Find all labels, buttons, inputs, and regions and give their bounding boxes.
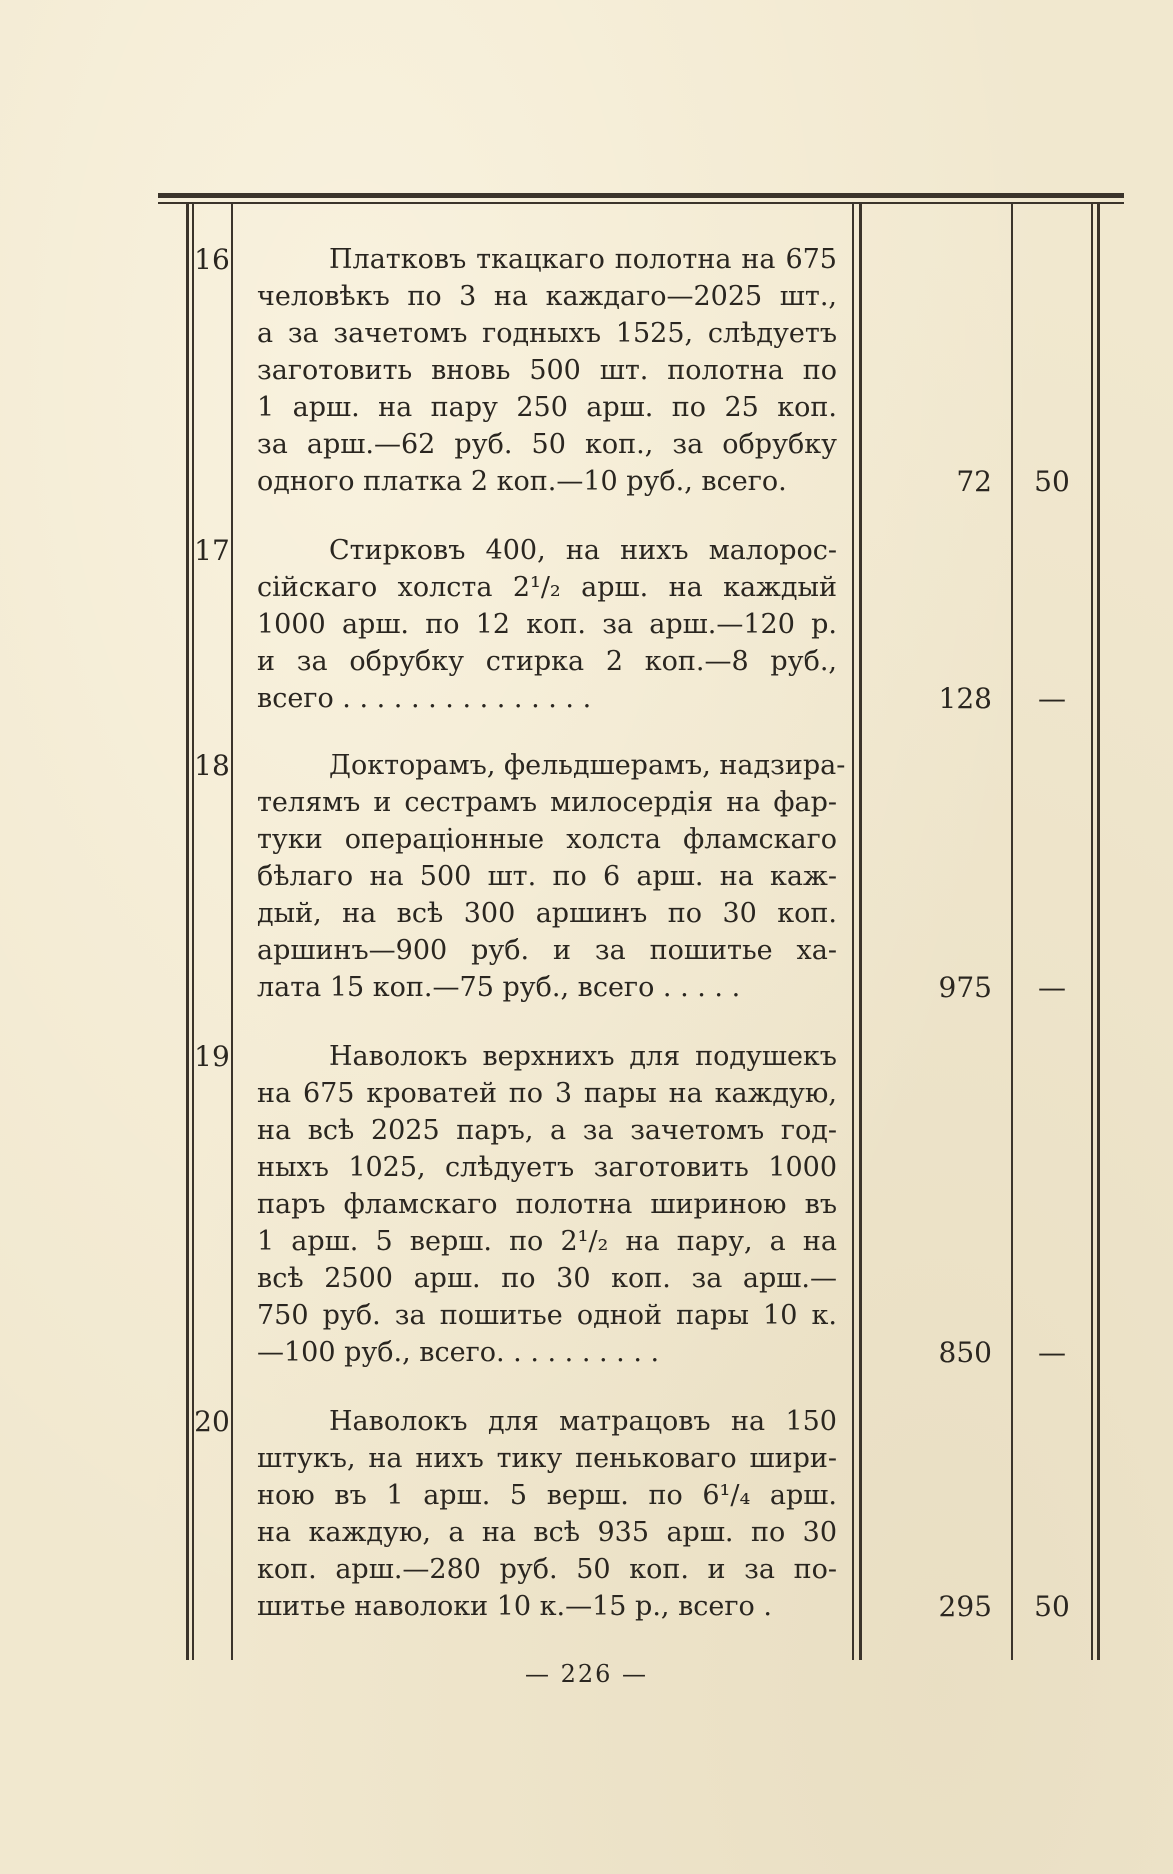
description-line: 1 арш. на пару 250 арш. по 25 коп. xyxy=(257,392,837,423)
column-rule xyxy=(231,204,233,1660)
description-line: телямъ и сестрамъ милосердія на фар- xyxy=(257,787,837,818)
description-line: на 675 кроватей по 3 пары на каждую, xyxy=(257,1078,837,1109)
amount-kopecks: — xyxy=(1038,1336,1066,1369)
description-line: бѣлаго на 500 шт. по 6 арш. на каж- xyxy=(257,861,837,892)
description-line: Наволокъ для матрацовъ на 150 xyxy=(329,1406,837,1437)
description-line: заготовить вновь 500 шт. полотна по xyxy=(257,355,837,386)
description-line: Платковъ ткацкаго полотна на 675 xyxy=(329,244,837,275)
item-number: 20 xyxy=(194,1405,230,1438)
description-line: туки операціонные холста фламскаго xyxy=(257,824,837,855)
column-rule xyxy=(852,204,854,1660)
description-line: паръ фламскаго полотна шириною въ xyxy=(257,1189,837,1220)
item-number: 18 xyxy=(194,749,230,782)
amount-rubles: 975 xyxy=(938,971,992,1004)
description-line: всего . . . . . . . . . . . . . . . xyxy=(257,683,592,714)
description-line: ною въ 1 арш. 5 верш. по 6¹/₄ арш. xyxy=(257,1480,837,1511)
description-line: лата 15 коп.—75 руб., всего . . . . . xyxy=(257,972,741,1003)
description-line: 1 арш. 5 верш. по 2¹/₂ на пару, а на xyxy=(257,1226,837,1257)
description-line: человѣкъ по 3 на каждаго—2025 шт., xyxy=(257,281,837,312)
table-top-rule-thin xyxy=(158,202,1124,204)
description-line: а за зачетомъ годныхъ 1525, слѣдуетъ xyxy=(257,318,837,349)
description-line: шитье наволоки 10 к.—15 р., всего . xyxy=(257,1591,772,1622)
description-line: 1000 арш. по 12 коп. за арш.—120 р. xyxy=(257,609,837,640)
description-line: на каждую, а на всѣ 935 арш. по 30 xyxy=(257,1517,837,1548)
description-line: Докторамъ, фельдшерамъ, надзира- xyxy=(329,750,846,781)
column-rule xyxy=(1091,204,1093,1660)
description-line: 750 руб. за пошитье одной пары 10 к. xyxy=(257,1300,837,1331)
column-rule xyxy=(1011,204,1013,1660)
description-line: ныхъ 1025, слѣдуетъ заготовить 1000 xyxy=(257,1152,837,1183)
description-line: Стирковъ 400, на нихъ малорос- xyxy=(329,535,837,566)
amount-rubles: 128 xyxy=(938,682,992,715)
amount-rubles: 850 xyxy=(938,1336,992,1369)
amount-kopecks: — xyxy=(1038,682,1066,715)
table-top-rule xyxy=(158,193,1124,198)
description-line: дый, на всѣ 300 аршинъ по 30 коп. xyxy=(257,898,837,929)
item-description xyxy=(257,1038,837,1371)
description-line: Наволокъ верхнихъ для подушекъ xyxy=(329,1041,837,1072)
description-line: всѣ 2500 арш. по 30 коп. за арш.— xyxy=(257,1263,837,1294)
column-rule xyxy=(192,204,194,1660)
description-line: штукъ, на нихъ тику пеньковаго шири- xyxy=(257,1443,837,1474)
description-line: за арш.—62 руб. 50 коп., за обрубку xyxy=(257,429,837,460)
description-line: коп. арш.—280 руб. 50 коп. и за по- xyxy=(257,1554,837,1585)
description-line: аршинъ—900 руб. и за пошитье ха- xyxy=(257,935,837,966)
item-description xyxy=(257,747,846,1006)
description-line: одного платка 2 коп.—10 руб., всего. xyxy=(257,466,787,497)
description-line: на всѣ 2025 паръ, а за зачетомъ год- xyxy=(257,1115,837,1146)
item-number: 17 xyxy=(194,534,230,567)
item-number: 19 xyxy=(194,1040,230,1073)
amount-rubles: 72 xyxy=(956,465,992,498)
item-description xyxy=(257,1403,837,1625)
amount-kopecks: 50 xyxy=(1034,1590,1070,1623)
page-number: — 226 — xyxy=(524,1660,649,1688)
description-line: сійскаго холста 2¹/₂ арш. на каждый xyxy=(257,572,837,603)
column-rule xyxy=(186,204,189,1660)
item-number: 16 xyxy=(194,243,230,276)
amount-rubles: 295 xyxy=(938,1590,992,1623)
amount-kopecks: — xyxy=(1038,971,1066,1004)
item-description xyxy=(257,532,837,717)
column-rule xyxy=(859,204,862,1660)
description-line: —100 руб., всего. . . . . . . . . . xyxy=(257,1337,660,1368)
description-line: и за обрубку стирка 2 коп.—8 руб., xyxy=(257,646,837,677)
amount-kopecks: 50 xyxy=(1034,465,1070,498)
column-rule xyxy=(1097,204,1100,1660)
item-description xyxy=(257,241,837,500)
